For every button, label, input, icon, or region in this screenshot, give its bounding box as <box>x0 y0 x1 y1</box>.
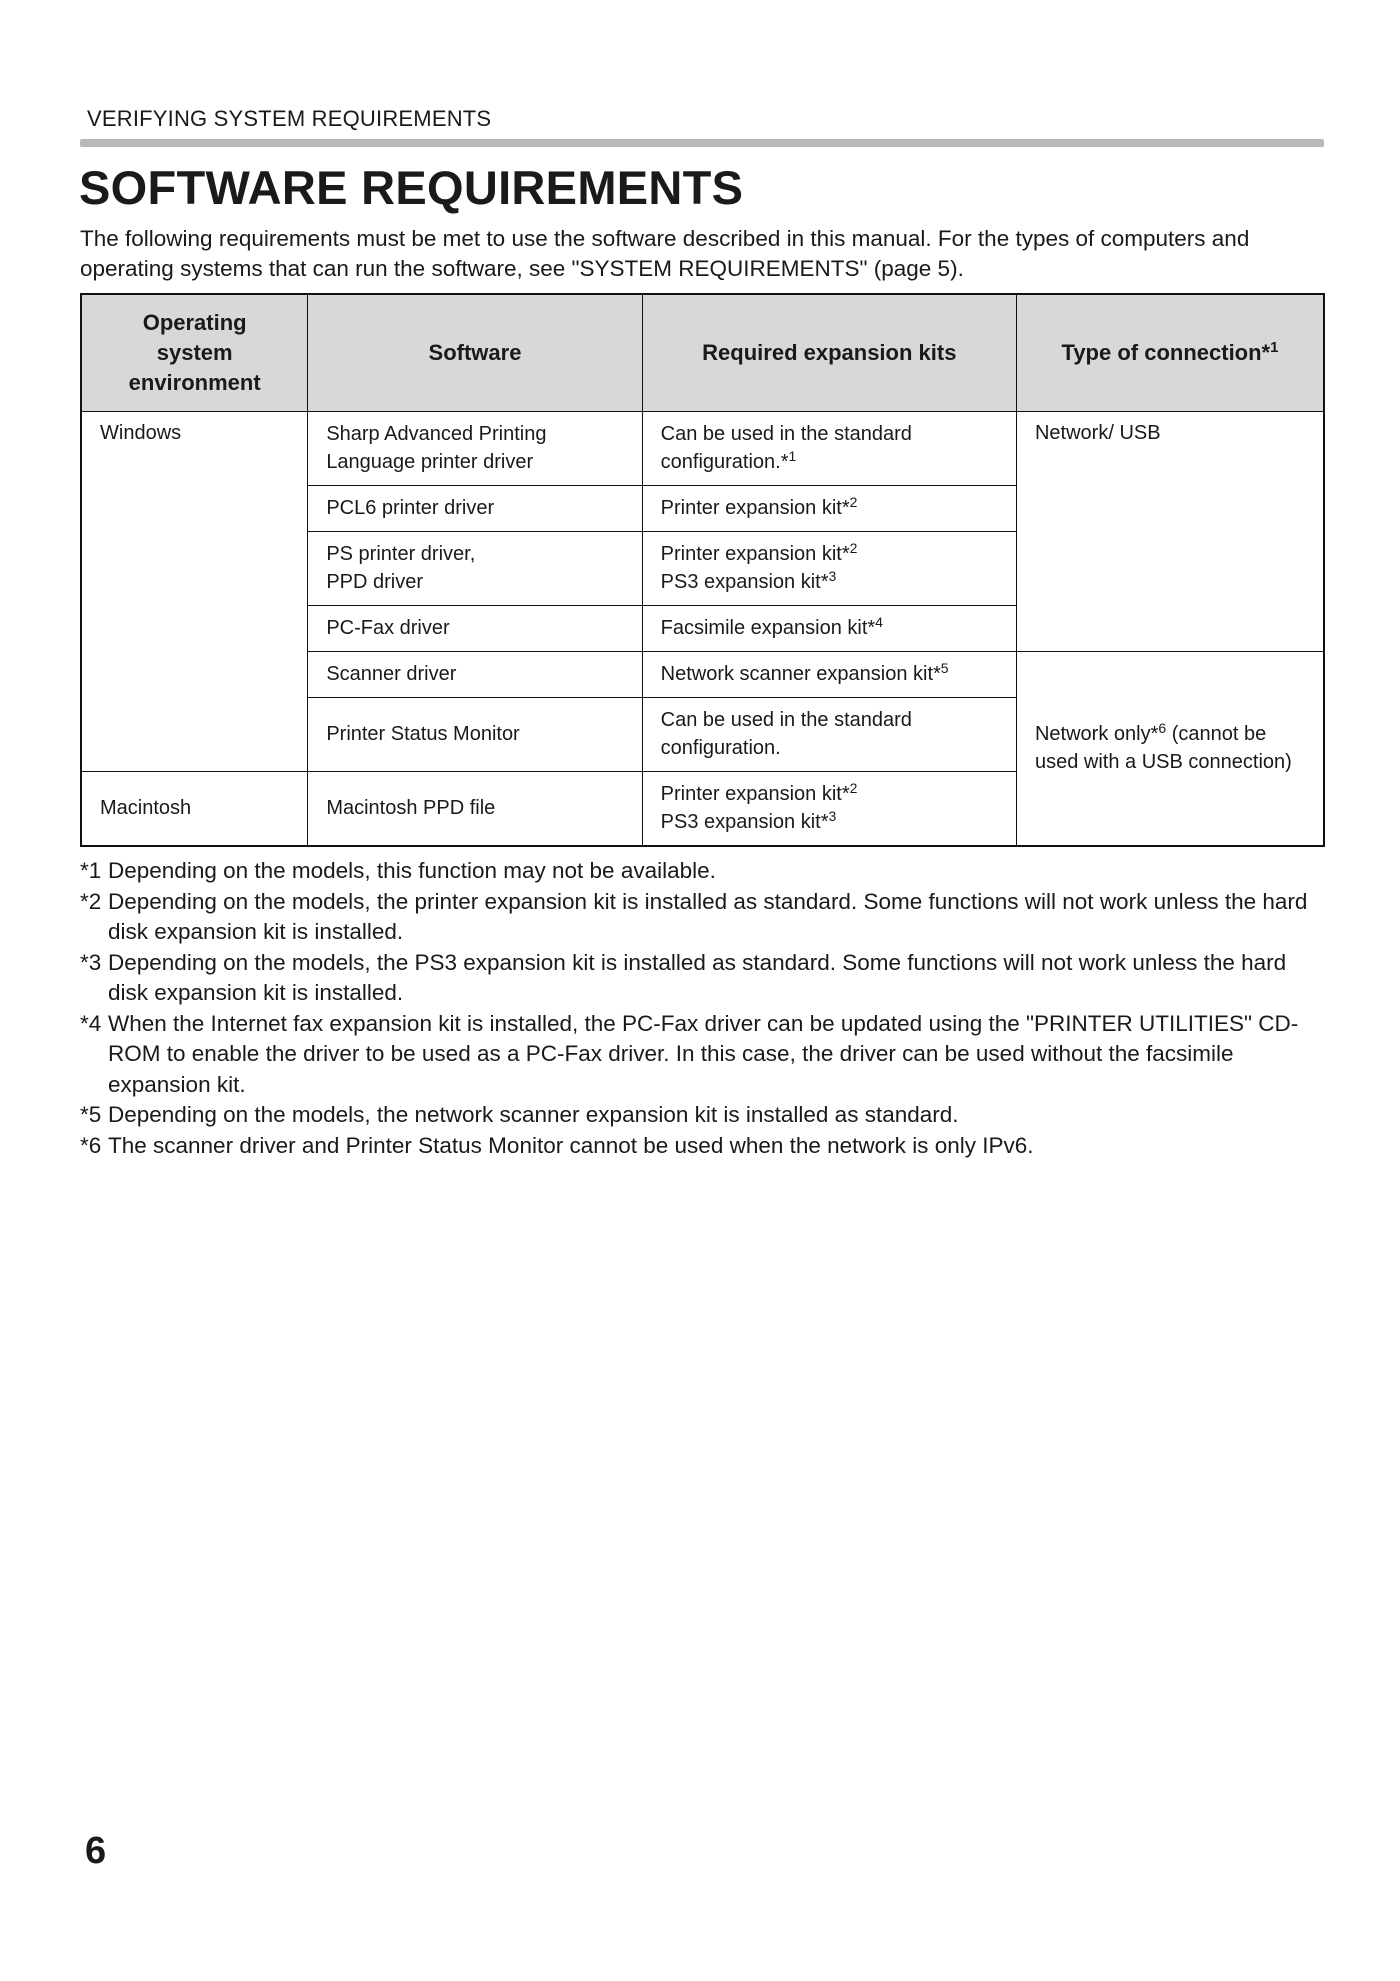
footnote-mark: *2 <box>80 888 102 914</box>
table-row <box>81 412 1324 486</box>
footnote <box>80 887 1330 948</box>
kits-cell: Printer expansion kit*$^2$ <box>642 486 1016 532</box>
software-cell: Scanner driver <box>308 652 642 698</box>
os-cell-windows: Windows <box>81 412 308 772</box>
footnote <box>80 1131 1330 1162</box>
software-cell: Sharp Advanced Printing Language printer driver <box>308 412 642 486</box>
table-header-row <box>81 294 1324 412</box>
footnote-mark: *3 <box>80 949 102 975</box>
header-expansion-kits: Required expansion kits <box>642 294 1016 412</box>
footnote-text: Depending on the models, the PS3 expansion kit is installed as standard. Some functions will not work unless the hard disk expansion kit is installed. <box>108 949 1287 1005</box>
footnote-text: The scanner driver and Printer Status Monitor cannot be used when the network is only IPv6. <box>108 1132 1034 1158</box>
header-os-environment: Operating system environment <box>81 294 308 412</box>
footnote <box>80 948 1330 1009</box>
page-number: 6 <box>85 1830 107 1872</box>
footnote <box>80 1009 1330 1101</box>
footnote-text: Depending on the models, this function may not be available. <box>108 858 716 883</box>
software-cell: Macintosh PPD file <box>308 772 642 847</box>
footnotes <box>80 856 1330 1161</box>
software-cell: PC-Fax driver <box>308 606 642 652</box>
kits-cell: Printer expansion kit*$^2$ PS3 expansion kit*$^3$ <box>642 532 1016 606</box>
header-connection-type: Type of connection*$^1$ <box>1016 294 1324 412</box>
footnote-mark: *6 <box>80 1132 102 1158</box>
kits-cell: Printer expansion kit*$^2$ PS3 expansion kit*$^3$ <box>642 772 1016 847</box>
footnote <box>80 856 1330 887</box>
kits-cell: Can be used in the standard configuration. <box>642 698 1016 772</box>
software-cell: PS printer driver, PPD driver <box>308 532 642 606</box>
kits-cell: Network scanner expansion kit*$^5$ <box>642 652 1016 698</box>
page-title: SOFTWARE REQUIREMENTS <box>79 161 744 214</box>
kits-cell: Can be used in the standard configuration.*$^1$ <box>642 412 1016 486</box>
footnote <box>80 1100 1330 1131</box>
footnote-text: Depending on the models, the network scanner expansion kit is installed as standard. <box>108 1102 959 1127</box>
header-software: Software <box>308 294 642 412</box>
kits-cell: Facsimile expansion kit*$^4$ <box>642 606 1016 652</box>
footnote-mark: *1 <box>80 858 102 883</box>
software-cell: PCL6 printer driver <box>308 486 642 532</box>
header-divider <box>80 139 1324 147</box>
connection-cell-network-only: Network only*$^6$ (cannot be used with a USB connection) <box>1016 652 1324 847</box>
footnote-mark: *4 <box>80 1010 102 1036</box>
footnote-text: When the Internet fax expansion kit is installed, the PC-Fax driver can be updated using the "PRINTER UTILITIES" CD-ROM to enable the driver to be used as a PC-Fax driver. In this case, the driver can be used without the facsimile expansion kit. <box>108 1010 1299 1097</box>
section-label: VERIFYING SYSTEM REQUIREMENTS <box>87 106 492 131</box>
footnote-text: Depending on the models, the printer expansion kit is installed as standard. Some functions will not work unless the hard disk expansion kit is installed. <box>108 888 1308 944</box>
intro-paragraph: The following requirements must be met to use the software described in this manual. For the types of computers and operating systems that can run the software, see "SYSTEM REQUIREMENTS" (page 5). <box>80 226 1250 281</box>
software-requirements-table <box>80 293 1325 847</box>
footnote-mark: *5 <box>80 1102 102 1127</box>
os-cell-macintosh: Macintosh <box>81 772 308 847</box>
connection-cell-network-usb: Network/ USB <box>1016 412 1324 652</box>
software-cell: Printer Status Monitor <box>308 698 642 772</box>
